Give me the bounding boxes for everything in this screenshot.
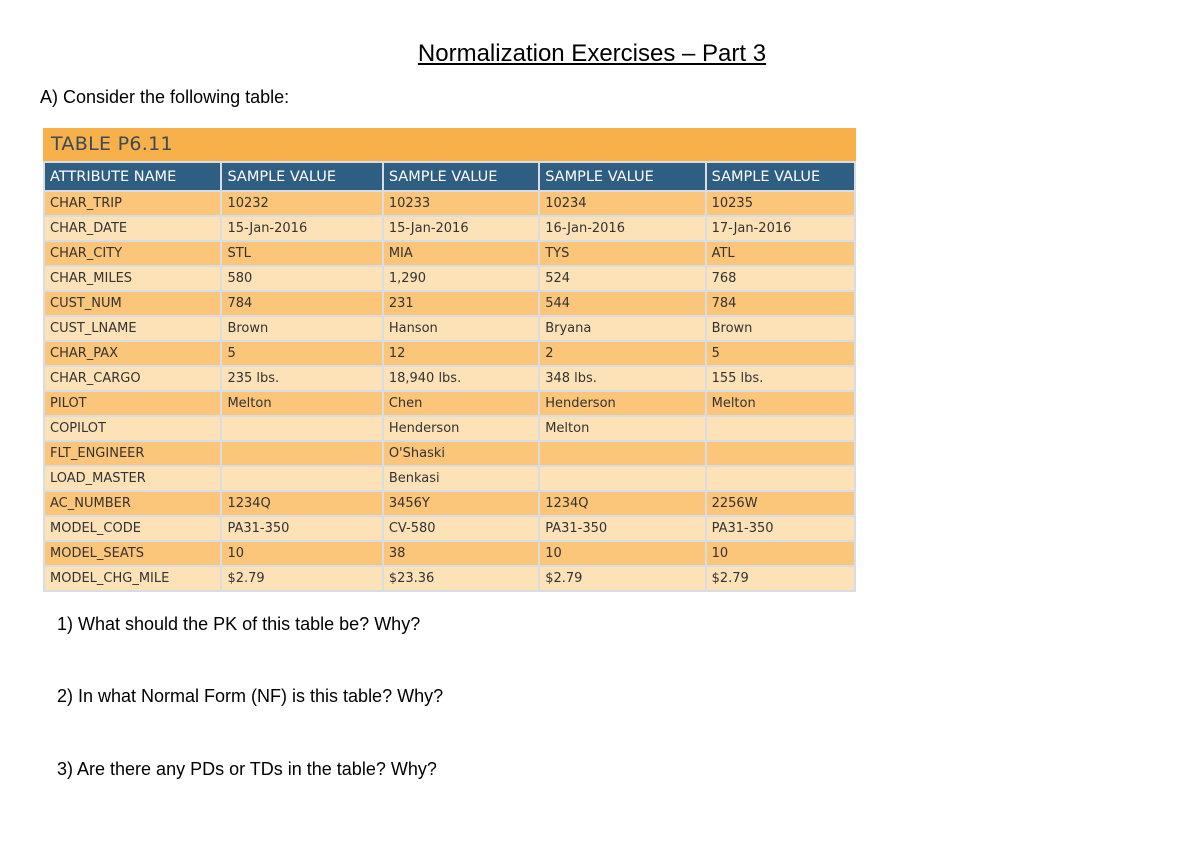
sample-value-cell: Bryana xyxy=(539,316,705,341)
sample-value-cell: 18,940 lbs. xyxy=(383,366,539,391)
sample-value-cell: Brown xyxy=(706,316,855,341)
sample-value-cell: 16-Jan-2016 xyxy=(539,216,705,241)
sample-value-cell xyxy=(539,441,705,466)
sample-value-cell: Benkasi xyxy=(383,466,539,491)
sample-value-cell: 15-Jan-2016 xyxy=(221,216,382,241)
sample-value-cell: Henderson xyxy=(539,391,705,416)
data-table xyxy=(43,161,856,592)
attribute-name-cell: LOAD_MASTER xyxy=(44,466,221,491)
attribute-name-cell: CHAR_DATE xyxy=(44,216,221,241)
sample-value-cell: 231 xyxy=(383,291,539,316)
sample-value-cell: PA31-350 xyxy=(221,516,382,541)
sample-value-cell: 524 xyxy=(539,266,705,291)
sample-value-cell xyxy=(706,416,855,441)
sample-value-cell: 5 xyxy=(706,341,855,366)
table-row xyxy=(44,341,855,366)
attribute-name-cell: CHAR_MILES xyxy=(44,266,221,291)
table-row xyxy=(44,541,855,566)
header-cell: SAMPLE VALUE xyxy=(383,162,539,191)
table-row xyxy=(44,441,855,466)
sample-value-cell: 155 lbs. xyxy=(706,366,855,391)
sample-value-cell: Melton xyxy=(706,391,855,416)
table-row xyxy=(44,316,855,341)
attribute-name-cell: CUST_NUM xyxy=(44,291,221,316)
attribute-name-cell: MODEL_CHG_MILE xyxy=(44,566,221,591)
question-3: 3) Are there any PDs or TDs in the table? Why? xyxy=(57,759,437,779)
table-row xyxy=(44,191,855,216)
sample-value-cell: STL xyxy=(221,241,382,266)
sample-value-cell: MIA xyxy=(383,241,539,266)
sample-value-cell: $23.36 xyxy=(383,566,539,591)
sample-value-cell: Hanson xyxy=(383,316,539,341)
header-row xyxy=(44,162,855,191)
attribute-name-cell: PILOT xyxy=(44,391,221,416)
table-row xyxy=(44,366,855,391)
sample-value-cell: ATL xyxy=(706,241,855,266)
table-row xyxy=(44,566,855,591)
sample-value-cell xyxy=(539,466,705,491)
header-cell: SAMPLE VALUE xyxy=(539,162,705,191)
sample-value-cell: 10233 xyxy=(383,191,539,216)
sample-value-cell: PA31-350 xyxy=(706,516,855,541)
sample-value-cell: Henderson xyxy=(383,416,539,441)
sample-value-cell: 1234Q xyxy=(221,491,382,516)
sample-value-cell: 10 xyxy=(539,541,705,566)
table-row xyxy=(44,291,855,316)
sample-value-cell: 2 xyxy=(539,341,705,366)
attribute-name-cell: CHAR_TRIP xyxy=(44,191,221,216)
table-row xyxy=(44,491,855,516)
attribute-name-cell: FLT_ENGINEER xyxy=(44,441,221,466)
intro-text: A) Consider the following table: xyxy=(40,87,290,107)
sample-value-cell: $2.79 xyxy=(539,566,705,591)
sample-value-cell: 544 xyxy=(539,291,705,316)
sample-value-cell: 15-Jan-2016 xyxy=(383,216,539,241)
table-caption: TABLE P6.11 xyxy=(43,128,856,161)
sample-value-cell: Chen xyxy=(383,391,539,416)
header-cell: SAMPLE VALUE xyxy=(706,162,855,191)
table-row xyxy=(44,266,855,291)
sample-value-cell xyxy=(221,441,382,466)
question-1: 1) What should the PK of this table be? Why? xyxy=(57,614,421,634)
sample-value-cell: 784 xyxy=(221,291,382,316)
attribute-name-cell: CHAR_PAX xyxy=(44,341,221,366)
sample-value-cell: PA31-350 xyxy=(539,516,705,541)
sample-value-cell: 768 xyxy=(706,266,855,291)
attribute-name-cell: MODEL_CODE xyxy=(44,516,221,541)
attribute-name-cell: CHAR_CARGO xyxy=(44,366,221,391)
table-row xyxy=(44,241,855,266)
sample-value-cell: Melton xyxy=(221,391,382,416)
table-body xyxy=(44,191,855,591)
sample-value-cell: O'Shaski xyxy=(383,441,539,466)
sample-value-cell: 10234 xyxy=(539,191,705,216)
attribute-name-cell: CUST_LNAME xyxy=(44,316,221,341)
sample-value-cell: CV-580 xyxy=(383,516,539,541)
sample-value-cell xyxy=(706,466,855,491)
header-cell: SAMPLE VALUE xyxy=(221,162,382,191)
sample-value-cell: 580 xyxy=(221,266,382,291)
sample-value-cell: 3456Y xyxy=(383,491,539,516)
sample-value-cell xyxy=(221,416,382,441)
table-row xyxy=(44,416,855,441)
sample-value-cell xyxy=(221,466,382,491)
table-row xyxy=(44,391,855,416)
sample-value-cell: 2256W xyxy=(706,491,855,516)
sample-value-cell: 784 xyxy=(706,291,855,316)
sample-value-cell: 17-Jan-2016 xyxy=(706,216,855,241)
sample-value-cell: $2.79 xyxy=(706,566,855,591)
sample-value-cell: 10 xyxy=(221,541,382,566)
sample-value-cell: Melton xyxy=(539,416,705,441)
sample-value-cell: $2.79 xyxy=(221,566,382,591)
sample-value-cell: 1,290 xyxy=(383,266,539,291)
sample-value-cell: 348 lbs. xyxy=(539,366,705,391)
table-row xyxy=(44,466,855,491)
attribute-name-cell: CHAR_CITY xyxy=(44,241,221,266)
sample-value-cell: Brown xyxy=(221,316,382,341)
sample-value-cell: TYS xyxy=(539,241,705,266)
table-row xyxy=(44,516,855,541)
sample-value-cell: 5 xyxy=(221,341,382,366)
table-row xyxy=(44,216,855,241)
sample-value-cell: 10235 xyxy=(706,191,855,216)
sample-value-cell: 38 xyxy=(383,541,539,566)
question-2: 2) In what Normal Form (NF) is this table? Why? xyxy=(57,686,444,706)
sample-value-cell: 235 lbs. xyxy=(221,366,382,391)
table-figure xyxy=(43,128,856,592)
sample-value-cell: 10 xyxy=(706,541,855,566)
sample-value-cell: 1234Q xyxy=(539,491,705,516)
attribute-name-cell: COPILOT xyxy=(44,416,221,441)
attribute-name-cell: MODEL_SEATS xyxy=(44,541,221,566)
attribute-name-cell: AC_NUMBER xyxy=(44,491,221,516)
sample-value-cell: 10232 xyxy=(221,191,382,216)
sample-value-cell: 12 xyxy=(383,341,539,366)
sample-value-cell xyxy=(706,441,855,466)
page-title: Normalization Exercises – Part 3 xyxy=(417,40,767,67)
header-cell: ATTRIBUTE NAME xyxy=(44,162,221,191)
